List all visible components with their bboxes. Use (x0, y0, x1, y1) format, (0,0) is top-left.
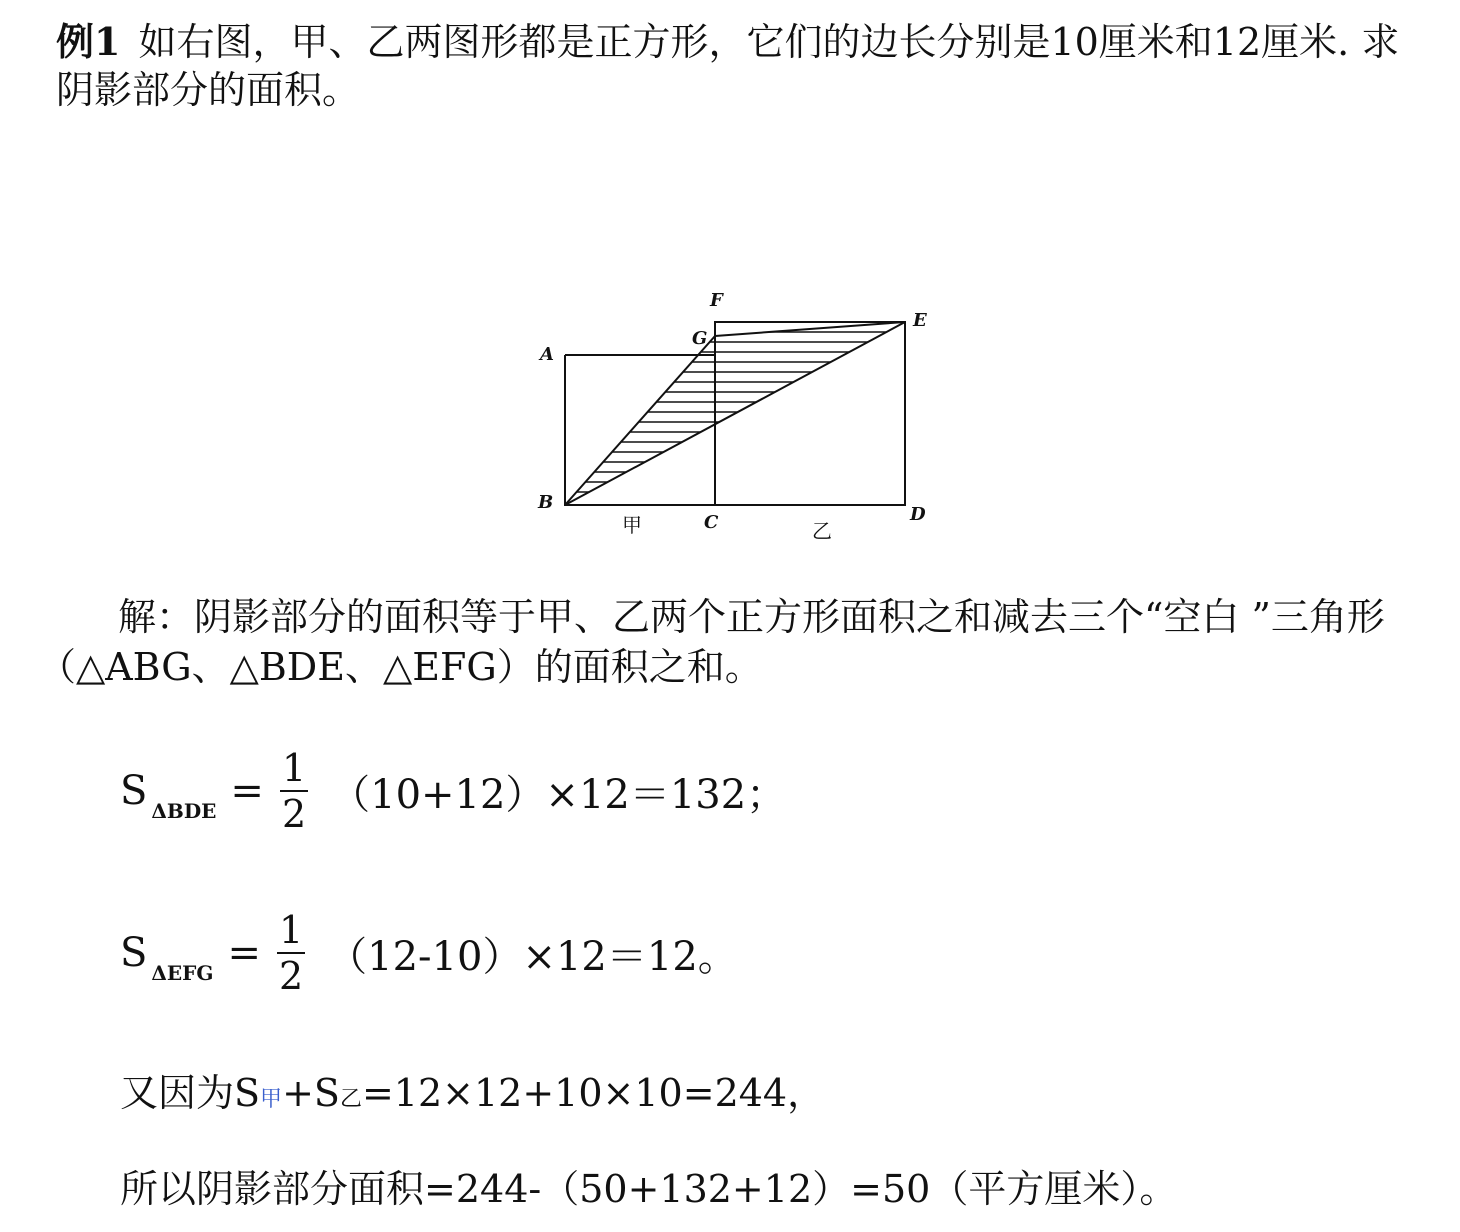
point-label-b: B (538, 492, 554, 513)
point-label-f: F (710, 290, 723, 311)
line3-mid: +S (282, 1071, 340, 1115)
formula-s-bde (120, 748, 786, 834)
fraction-half (280, 748, 308, 834)
equals-sign: = (227, 930, 261, 976)
formula-s-efg (120, 910, 738, 996)
segment-BE (565, 322, 905, 505)
problem-text: 如右图，甲、乙两图形都是正方形，它们的边长分别是10厘米和12厘米. 求阴影部分的面积。 (56, 20, 1400, 112)
segment-BG (565, 336, 715, 505)
example-label: 例1 (56, 19, 121, 64)
fraction-denominator: 2 (281, 792, 307, 836)
point-label-e: E (913, 310, 927, 331)
point-label-d: D (910, 504, 926, 525)
line3-suffix: =12×12+10×10=244， (361, 1071, 826, 1115)
area-subscript: ΔBDE (151, 799, 217, 823)
point-label-a: A (540, 344, 554, 365)
formula-expression: （12-10）×12＝12。 (327, 933, 738, 980)
square-label-yi: 乙 (812, 519, 832, 543)
line3-prefix: 又因为S (120, 1071, 261, 1115)
square-label-jia: 甲 (622, 513, 642, 537)
fraction-numerator: 1 (281, 746, 307, 790)
area-symbol: S (120, 930, 148, 976)
square-yi (715, 322, 905, 505)
sum-of-squares-line (120, 1062, 825, 1117)
final-answer-line: 所以阴影部分面积=244-（50+132+12）=50（平方厘米）。 (120, 1167, 1178, 1211)
area-symbol: S (120, 768, 148, 814)
fraction-half (277, 910, 305, 996)
subscript-jia: 甲 (260, 1087, 283, 1112)
area-subscript: ΔEFG (151, 961, 214, 985)
geometry-figure (520, 280, 950, 550)
equals-sign: = (230, 768, 264, 814)
formula-expression: （10+12）×12＝132； (330, 771, 787, 818)
fraction-numerator: 1 (278, 908, 304, 952)
subscript-yi: 乙 (339, 1087, 362, 1112)
segment-GE (715, 322, 905, 336)
point-label-g: G (692, 328, 708, 349)
solution-text: 解：阴影部分的面积等于甲、乙两个正方形面积之和减去三个“空白 ”三角形（△ABG、△BDE、△EFG）的面积之和。 (38, 595, 1385, 689)
point-label-c: C (704, 512, 719, 533)
fraction-denominator: 2 (278, 954, 304, 998)
problem-statement (56, 18, 1436, 114)
